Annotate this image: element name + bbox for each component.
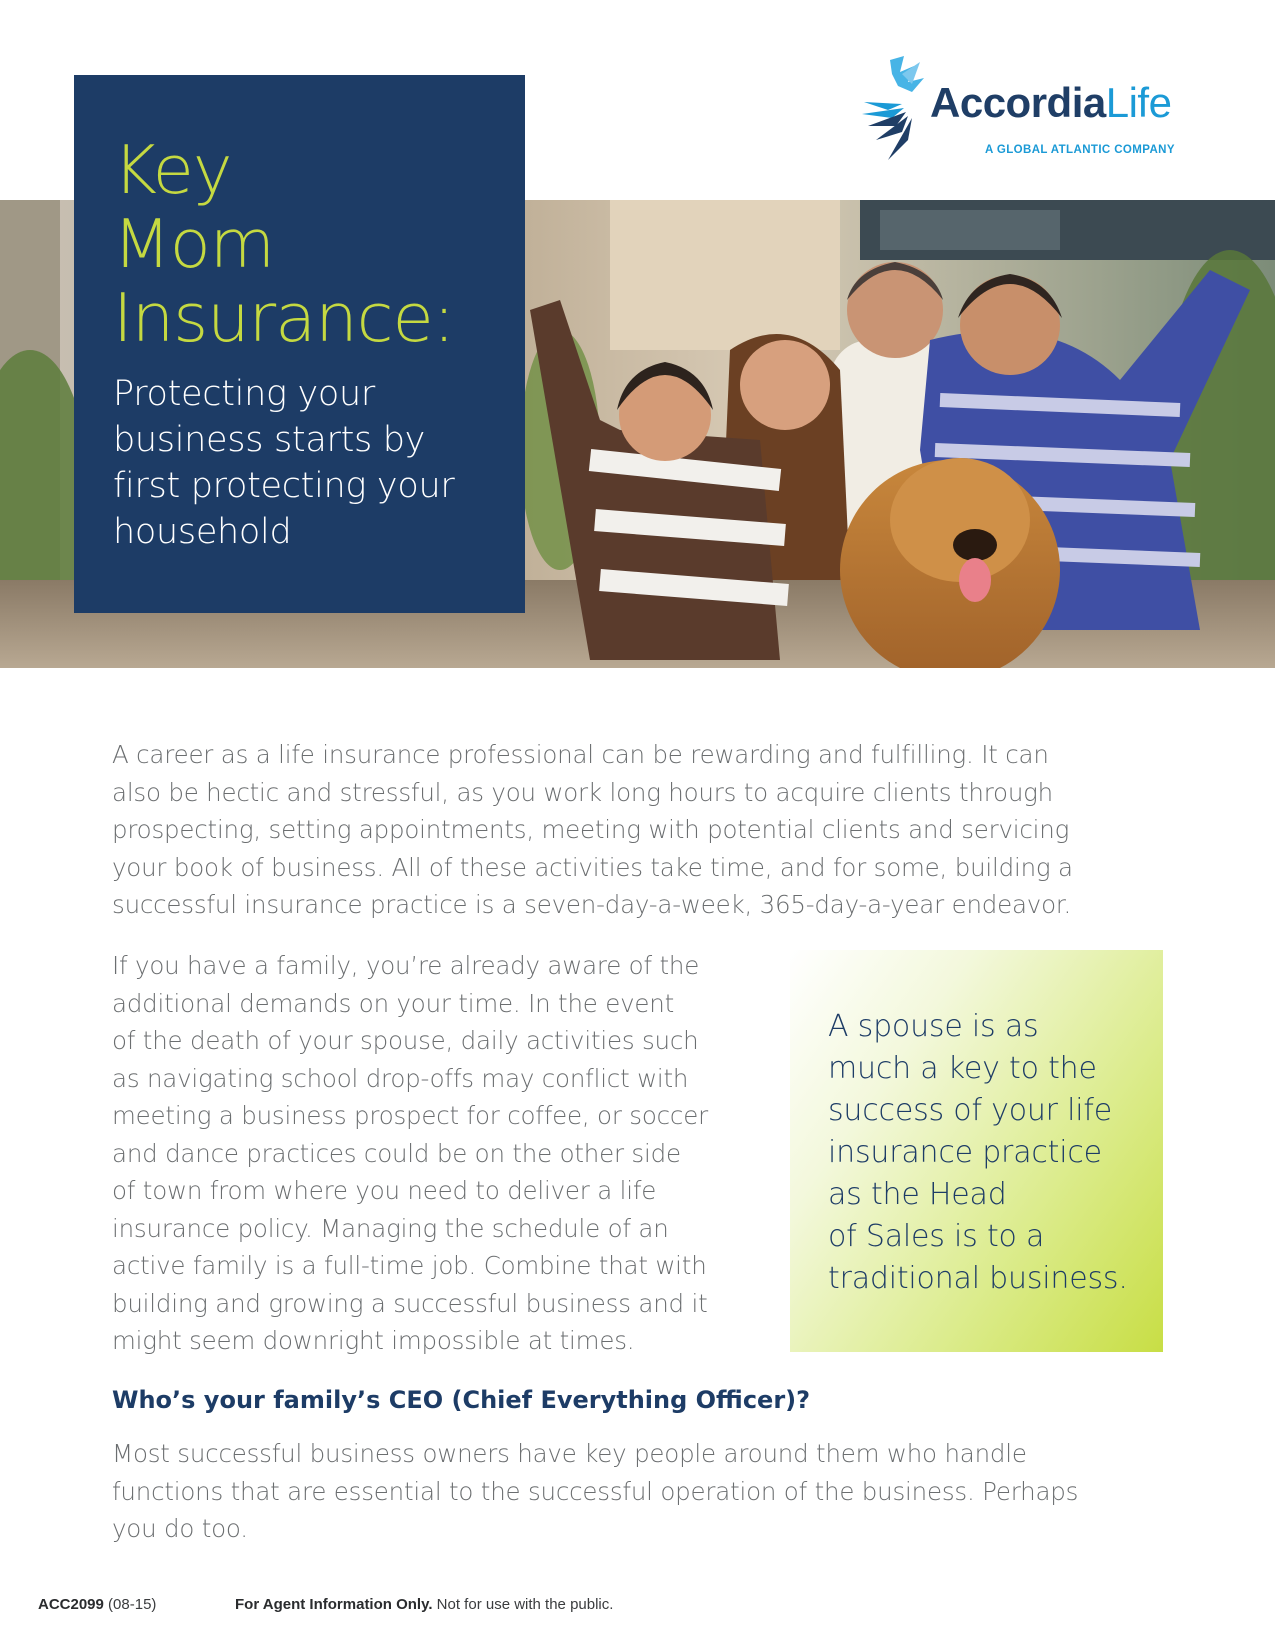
callout-line: A spouse is as	[828, 1009, 1039, 1044]
callout-line: traditional business.	[828, 1261, 1128, 1296]
title-line: Key	[113, 131, 232, 209]
section-heading: Who’s your family’s CEO (Chief Everything Officer)?	[112, 1386, 811, 1414]
family-line: of the death of your spouse, daily activities such	[112, 1026, 699, 1055]
ceo-line: functions that are essential to the successful operation of the business. Perhaps	[112, 1476, 1079, 1506]
intro-line: prospecting, setting appointments, meeting with potential clients and servicing	[112, 815, 1070, 844]
family-line: might seem downright impossible at times.	[112, 1326, 635, 1355]
intro-line: your book of business. All of these activities take time, and for some, building a	[112, 852, 1073, 882]
intro-line: A career as a life insurance professional can be rewarding and fulfilling. It can	[112, 740, 1049, 769]
logo-tagline: A GLOBAL ATLANTIC COMPANY	[985, 144, 1175, 156]
title-panel	[74, 75, 525, 613]
family-line: and dance practices could be on the other side	[112, 1138, 681, 1168]
ceo-paragraph	[112, 1435, 1172, 1548]
subtitle-line: Protecting your	[113, 374, 375, 414]
family-line: insurance policy. Managing the schedule of an	[112, 1213, 669, 1243]
pull-quote-callout	[790, 950, 1163, 1352]
footer-notice	[235, 1596, 613, 1613]
subtitle-line: first protecting your	[113, 466, 455, 506]
form-code: ACC2099	[38, 1596, 104, 1613]
family-line: of town from where you need to deliver a life	[112, 1176, 657, 1205]
family-line: active family is a full-time job. Combine that with	[112, 1251, 707, 1280]
intro-line: also be hectic and stressful, as you work long hours to acquire clients through	[112, 777, 1053, 807]
callout-line: as the Head	[828, 1177, 1007, 1212]
family-line: as navigating school drop-offs may conflict with	[112, 1063, 689, 1093]
logo-wordmark	[930, 79, 1172, 126]
family-line: additional demands on your time. In the event	[112, 988, 675, 1018]
callout-text	[828, 1006, 1153, 1300]
logo-name-primary: Accordia	[930, 79, 1106, 126]
logo-name-secondary: Life	[1105, 79, 1172, 126]
family-line: building and growing a successful business and it	[112, 1288, 708, 1318]
notice-rest: Not for use with the public.	[436, 1596, 614, 1613]
subtitle-line: business starts by	[113, 420, 426, 460]
family-line: If you have a family, you’re already aware of the	[112, 951, 700, 980]
title-line: Insurance:	[113, 279, 455, 357]
callout-line: of Sales is to a	[828, 1219, 1045, 1254]
company-logo	[862, 52, 1207, 167]
title-line: Mom	[113, 205, 275, 283]
intro-line: successful insurance practice is a seven-day-a-week, 365-day-a-year endeavor.	[112, 890, 1072, 919]
callout-line: success of your life	[828, 1093, 1113, 1128]
subtitle-line: household	[113, 512, 292, 552]
callout-line: much a key to the	[828, 1051, 1097, 1086]
family-line: meeting a business prospect for coffee, or soccer	[112, 1101, 708, 1130]
notice-bold: For Agent Information Only.	[235, 1596, 433, 1613]
ceo-line: you do too.	[112, 1514, 248, 1543]
subtitle	[113, 371, 495, 555]
intro-paragraph	[112, 736, 1162, 924]
form-date: (08-15)	[108, 1596, 157, 1613]
footer	[38, 1596, 614, 1613]
callout-line: insurance practice	[828, 1135, 1102, 1170]
ceo-line: Most successful business owners have key people around them who handle	[112, 1439, 1027, 1468]
family-paragraph	[112, 947, 752, 1360]
